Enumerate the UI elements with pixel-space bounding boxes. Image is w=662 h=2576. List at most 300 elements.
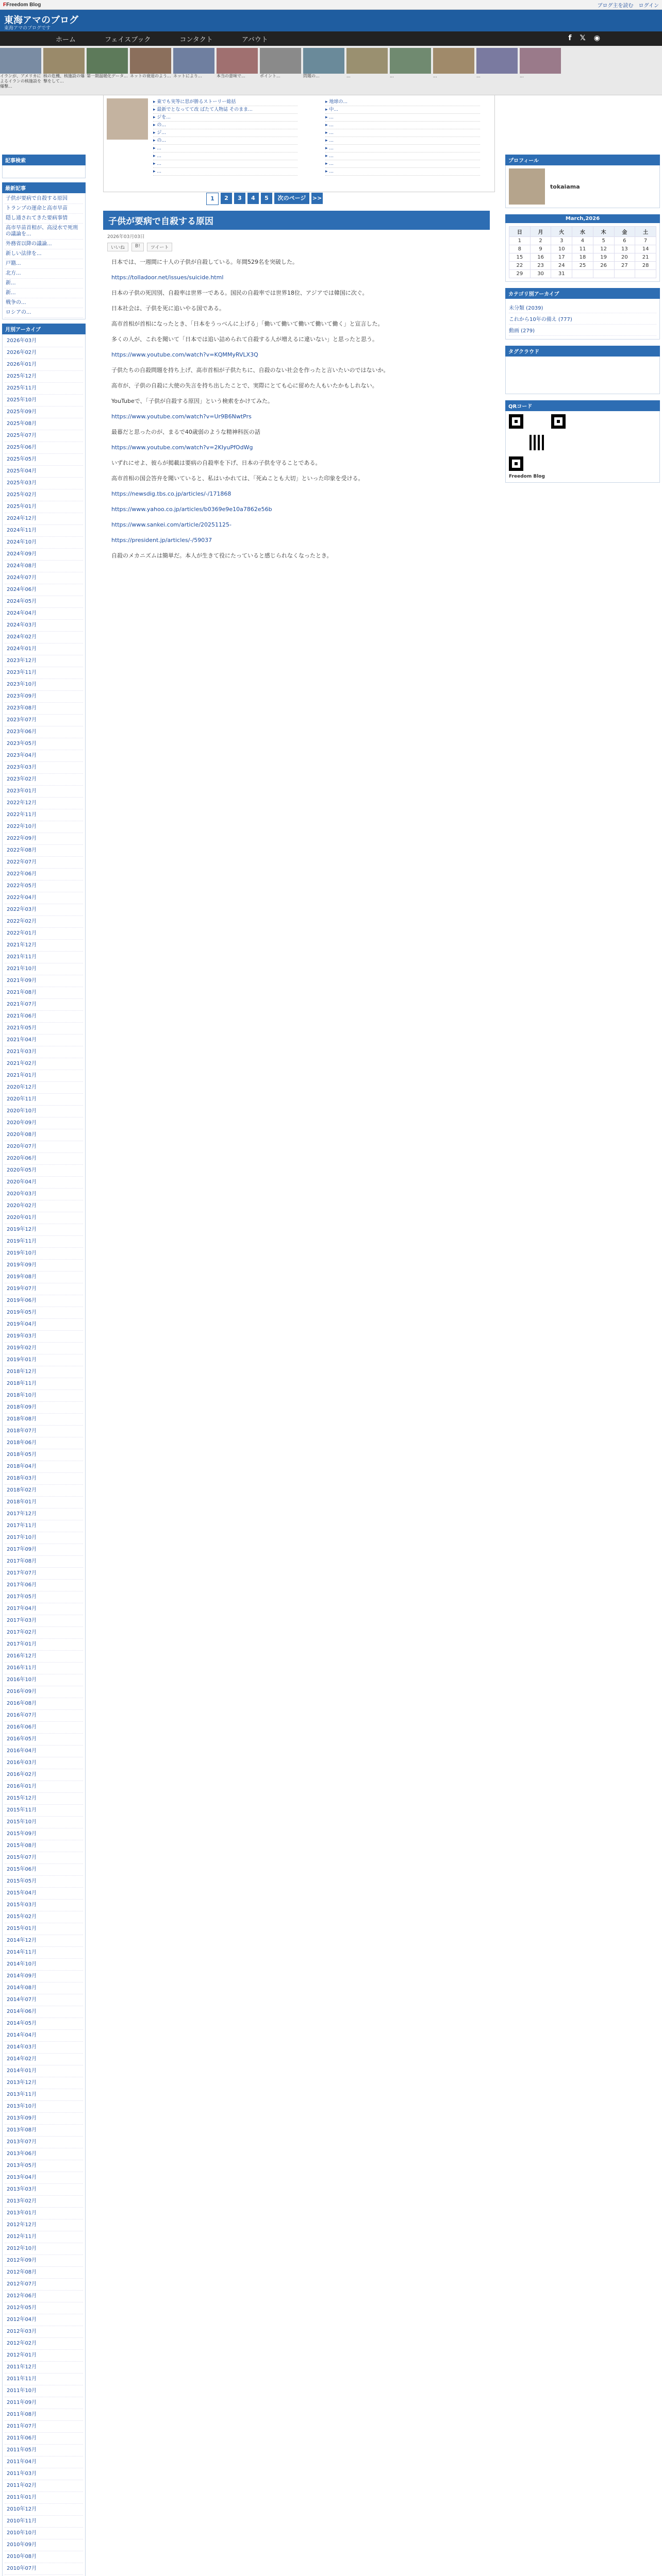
left-sidebar-link[interactable]: 新しい法律を... [5, 249, 83, 259]
left-sidebar-link[interactable]: 2013年12月 [5, 2077, 83, 2089]
left-sidebar-link[interactable]: 2014年01月 [5, 2065, 83, 2077]
calendar-day[interactable]: 19 [593, 253, 614, 262]
left-sidebar-link[interactable]: 2023年03月 [5, 762, 83, 774]
left-sidebar-link[interactable]: 2013年02月 [5, 2196, 83, 2208]
left-sidebar-link[interactable]: 2013年06月 [5, 2148, 83, 2160]
left-sidebar-link[interactable]: 2015年01月 [5, 1923, 83, 1935]
left-sidebar-link[interactable]: 2022年12月 [5, 798, 83, 809]
left-sidebar-link[interactable]: 2022年05月 [5, 880, 83, 892]
popular-article-link[interactable]: ▸ ... [325, 168, 480, 176]
left-sidebar-link[interactable]: 2018年09月 [5, 1402, 83, 1414]
popular-article-link[interactable]: ▸ ... [153, 168, 297, 176]
like-button[interactable]: いいね [107, 243, 128, 251]
left-sidebar-link[interactable]: 2024年10月 [5, 537, 83, 549]
left-sidebar-link[interactable]: 2010年10月 [5, 2528, 83, 2539]
left-sidebar-link[interactable]: 2017年01月 [5, 1639, 83, 1651]
article-link[interactable]: https://www.youtube.com/watch?v=KQMMyRVLX3Q [111, 351, 258, 358]
left-sidebar-link[interactable]: 2023年12月 [5, 655, 83, 667]
left-sidebar-link[interactable]: 2014年07月 [5, 1994, 83, 2006]
left-sidebar-link[interactable]: 2017年06月 [5, 1580, 83, 1591]
left-sidebar-link[interactable]: 2018年02月 [5, 1485, 83, 1497]
left-sidebar-link[interactable]: 2017年11月 [5, 1520, 83, 1532]
left-sidebar-link[interactable]: 2018年04月 [5, 1461, 83, 1473]
left-sidebar-link[interactable]: 2017年10月 [5, 1532, 83, 1544]
calendar-day[interactable]: 9 [530, 245, 551, 253]
left-sidebar-link[interactable]: 2012年07月 [5, 2279, 83, 2291]
left-sidebar-link[interactable]: 2024年04月 [5, 608, 83, 620]
calendar-day[interactable]: 3 [551, 237, 572, 245]
popular-article-link[interactable]: ▸ ... [325, 152, 480, 160]
calendar-day[interactable]: 30 [530, 270, 551, 278]
left-sidebar-link[interactable]: 2026年01月 [5, 359, 83, 371]
calendar-day[interactable]: 12 [593, 245, 614, 253]
left-sidebar-link[interactable]: 2014年09月 [5, 1971, 83, 1982]
popular-article-link[interactable]: ▸ ... [153, 145, 297, 152]
banner-thumb[interactable]: ネットの衰退のよう... [130, 48, 171, 84]
calendar-day[interactable]: 23 [530, 262, 551, 270]
calendar-day[interactable]: 16 [530, 253, 551, 262]
left-sidebar-link[interactable]: 2019年06月 [5, 1295, 83, 1307]
last-page-button[interactable]: >> [311, 193, 323, 204]
left-sidebar-link[interactable]: 2021年01月 [5, 1070, 83, 1082]
left-sidebar-link[interactable]: 2011年01月 [5, 2492, 83, 2504]
next-page-button[interactable]: 次のページ [274, 193, 309, 204]
left-sidebar-link[interactable]: 2018年10月 [5, 1390, 83, 1402]
page-4[interactable]: 4 [247, 193, 259, 204]
left-sidebar-link[interactable]: 2025年02月 [5, 489, 83, 501]
nav-home[interactable]: ホーム [56, 35, 76, 43]
left-sidebar-link[interactable]: 2023年05月 [5, 738, 83, 750]
left-sidebar-link[interactable]: 2015年10月 [5, 1817, 83, 1828]
article-link[interactable]: https://www.youtube.com/watch?v=Ur9B6NwtPrs [111, 413, 252, 420]
left-sidebar-link[interactable]: 隠し通されてきた要病事情 [5, 214, 83, 224]
left-sidebar-link[interactable]: 2020年01月 [5, 1212, 83, 1224]
calendar-day[interactable]: 5 [593, 237, 614, 245]
left-sidebar-link[interactable]: 2023年10月 [5, 679, 83, 691]
left-sidebar-link[interactable]: 2014年06月 [5, 2006, 83, 2018]
calendar-day[interactable]: 13 [614, 245, 635, 253]
popular-article-link[interactable]: ▸ ... [325, 137, 480, 145]
left-sidebar-link[interactable]: 2020年03月 [5, 1189, 83, 1200]
left-sidebar-link[interactable]: 2026年02月 [5, 347, 83, 359]
left-sidebar-link[interactable]: 2016年05月 [5, 1734, 83, 1745]
left-sidebar-link[interactable]: 2025年12月 [5, 371, 83, 383]
popular-article-link[interactable]: ▸ 東でも実等に思が勝るストーリー総括 [153, 98, 297, 106]
left-sidebar-link[interactable]: 2025年05月 [5, 454, 83, 466]
left-sidebar-link[interactable]: 2019年07月 [5, 1283, 83, 1295]
left-sidebar-link[interactable]: 2019年04月 [5, 1319, 83, 1331]
left-sidebar-link[interactable]: 2021年03月 [5, 1046, 83, 1058]
article-link[interactable]: https://tolladoor.net/issues/suicide.html [111, 274, 224, 281]
left-sidebar-link[interactable]: 2025年08月 [5, 418, 83, 430]
left-sidebar-link[interactable]: 2011年02月 [5, 2480, 83, 2492]
calendar-day[interactable]: 24 [551, 262, 572, 270]
left-sidebar-link[interactable]: 2017年05月 [5, 1591, 83, 1603]
banner-thumb[interactable]: ... [346, 48, 388, 84]
left-sidebar-link[interactable]: 2013年09月 [5, 2113, 83, 2125]
banner-thumb[interactable]: ... [476, 48, 518, 84]
left-sidebar-link[interactable]: 2015年05月 [5, 1876, 83, 1888]
left-sidebar-link[interactable]: 2017年02月 [5, 1627, 83, 1639]
banner-thumb[interactable]: ... [433, 48, 474, 84]
left-sidebar-link[interactable]: 2019年12月 [5, 1224, 83, 1236]
left-sidebar-link[interactable]: 新... [5, 289, 83, 298]
left-sidebar-link[interactable]: 2017年07月 [5, 1568, 83, 1580]
left-sidebar-link[interactable]: 2018年06月 [5, 1437, 83, 1449]
left-sidebar-link[interactable]: 2022年10月 [5, 821, 83, 833]
popular-article-link[interactable]: ▸ ... [153, 152, 297, 160]
left-sidebar-link[interactable]: 2011年04月 [5, 2456, 83, 2468]
left-sidebar-link[interactable]: 2015年11月 [5, 1805, 83, 1817]
left-sidebar-link[interactable]: 2016年09月 [5, 1686, 83, 1698]
left-sidebar-link[interactable]: 2014年02月 [5, 2054, 83, 2065]
left-sidebar-link[interactable]: 外務省以降の議論... [5, 240, 83, 249]
left-sidebar-link[interactable]: 2013年07月 [5, 2137, 83, 2148]
left-sidebar-link[interactable]: 2016年08月 [5, 1698, 83, 1710]
popular-article-link[interactable]: ▸ ... [325, 160, 480, 168]
nav-contact[interactable]: コンタクト [179, 35, 213, 43]
popular-article-link[interactable]: ▸ 中... [325, 106, 480, 114]
left-sidebar-link[interactable]: 2022年08月 [5, 845, 83, 857]
left-sidebar-link[interactable]: 2013年01月 [5, 2208, 83, 2219]
left-sidebar-link[interactable]: 2020年09月 [5, 1117, 83, 1129]
category-link[interactable]: 動画 (279) [509, 325, 656, 336]
left-sidebar-link[interactable]: 2011年05月 [5, 2445, 83, 2456]
left-sidebar-link[interactable]: 2016年12月 [5, 1651, 83, 1663]
left-sidebar-link[interactable]: 2016年01月 [5, 1781, 83, 1793]
calendar-day[interactable]: 21 [635, 253, 656, 262]
nav-about[interactable]: アバウト [241, 35, 268, 43]
left-sidebar-link[interactable]: 2017年09月 [5, 1544, 83, 1556]
left-sidebar-link[interactable]: 2021年07月 [5, 999, 83, 1011]
freedom-link-login[interactable]: ログイン [638, 3, 659, 9]
popular-article-link[interactable]: ▸ の... [153, 122, 297, 129]
left-sidebar-link[interactable]: 2012年06月 [5, 2291, 83, 2302]
left-sidebar-link[interactable]: 2011年06月 [5, 2433, 83, 2445]
left-sidebar-link[interactable]: 2014年11月 [5, 1947, 83, 1959]
banner-thumb[interactable]: 問題の... [303, 48, 344, 84]
left-sidebar-link[interactable]: 2017年03月 [5, 1615, 83, 1627]
left-sidebar-link[interactable]: 2023年11月 [5, 667, 83, 679]
banner-thumb[interactable]: イランが、アメリカによるイランの核施設を爆撃... [0, 48, 41, 84]
banner-thumb[interactable]: 第一期温暖化データ... [87, 48, 128, 84]
left-sidebar-link[interactable]: 2024年05月 [5, 596, 83, 608]
left-sidebar-link[interactable]: 2011年08月 [5, 2409, 83, 2421]
left-sidebar-link[interactable]: 2024年08月 [5, 561, 83, 572]
left-sidebar-link[interactable]: 2018年08月 [5, 1414, 83, 1426]
banner-thumb[interactable]: ネットにより... [173, 48, 214, 84]
popular-article-link[interactable]: ▸ の... [153, 137, 297, 145]
left-sidebar-link[interactable]: 2014年10月 [5, 1959, 83, 1971]
left-sidebar-link[interactable]: 2011年07月 [5, 2421, 83, 2433]
article-link[interactable]: https://www.yahoo.co.jp/articles/b0369e9e10a7862e56b [111, 506, 272, 513]
left-sidebar-link[interactable]: 2020年05月 [5, 1165, 83, 1177]
left-sidebar-link[interactable]: 2011年10月 [5, 2385, 83, 2397]
left-sidebar-link[interactable]: 2015年03月 [5, 1900, 83, 1911]
left-sidebar-link[interactable]: 2024年01月 [5, 643, 83, 655]
left-sidebar-link[interactable]: 2019年09月 [5, 1260, 83, 1272]
calendar-day[interactable]: 2 [530, 237, 551, 245]
left-sidebar-link[interactable]: 2024年07月 [5, 572, 83, 584]
freedom-footer-logo[interactable]: Freedom Blog [509, 474, 545, 479]
left-sidebar-link[interactable]: 2024年12月 [5, 513, 83, 525]
calendar-day[interactable]: 25 [572, 262, 593, 270]
blog-title[interactable]: 東海アマのブログ [4, 15, 78, 25]
left-sidebar-link[interactable]: 2025年11月 [5, 383, 83, 395]
calendar-day[interactable]: 14 [635, 245, 656, 253]
left-sidebar-link[interactable]: 2020年07月 [5, 1141, 83, 1153]
left-sidebar-link[interactable]: 2013年04月 [5, 2172, 83, 2184]
left-sidebar-link[interactable]: 2021年12月 [5, 940, 83, 952]
left-sidebar-link[interactable]: トランプの運命と高市早苗 [5, 204, 83, 214]
rss-icon[interactable]: ◉ [593, 34, 600, 42]
left-sidebar-link[interactable]: 2017年08月 [5, 1556, 83, 1568]
left-sidebar-link[interactable]: 2010年11月 [5, 2516, 83, 2528]
left-sidebar-link[interactable]: 2012年01月 [5, 2350, 83, 2362]
left-sidebar-link[interactable]: 2025年09月 [5, 406, 83, 418]
left-sidebar-link[interactable]: 2019年11月 [5, 1236, 83, 1248]
left-sidebar-link[interactable]: 2024年03月 [5, 620, 83, 632]
left-sidebar-link[interactable]: 2017年04月 [5, 1603, 83, 1615]
banner-thumb[interactable]: ... [520, 48, 561, 84]
calendar-day[interactable]: 18 [572, 253, 593, 262]
popular-article-link[interactable]: ▸ ... [325, 145, 480, 152]
page-2[interactable]: 2 [221, 193, 232, 204]
calendar-day[interactable]: 11 [572, 245, 593, 253]
left-sidebar-link[interactable]: 2015年09月 [5, 1828, 83, 1840]
left-sidebar-link[interactable]: 戸籍... [5, 259, 83, 269]
left-sidebar-link[interactable]: 2013年11月 [5, 2089, 83, 2101]
banner-thumb[interactable]: 本当の意味で... [217, 48, 258, 84]
calendar-day[interactable]: 15 [509, 253, 531, 262]
left-sidebar-link[interactable]: 2013年10月 [5, 2101, 83, 2113]
calendar-day[interactable]: 17 [551, 253, 572, 262]
left-sidebar-link[interactable]: 2016年02月 [5, 1769, 83, 1781]
calendar-day[interactable]: 28 [635, 262, 656, 270]
left-sidebar-link[interactable]: 2020年06月 [5, 1153, 83, 1165]
popular-article-link[interactable]: ▸ 地球の... [325, 98, 480, 106]
left-sidebar-link[interactable]: 2018年05月 [5, 1449, 83, 1461]
calendar-day[interactable]: 7 [635, 237, 656, 245]
x-icon[interactable]: 𝕏 [580, 34, 586, 42]
banner-thumb[interactable]: ポイント... [260, 48, 301, 84]
left-sidebar-link[interactable]: 2023年09月 [5, 691, 83, 703]
calendar-day[interactable]: 20 [614, 253, 635, 262]
left-sidebar-link[interactable]: 2022年02月 [5, 916, 83, 928]
article-link[interactable]: https://www.youtube.com/watch?v=2KIyuPfOdWg [111, 444, 253, 451]
left-sidebar-link[interactable]: 2011年12月 [5, 2362, 83, 2374]
left-sidebar-link[interactable]: 2018年11月 [5, 1378, 83, 1390]
left-sidebar-link[interactable]: 2020年11月 [5, 1094, 83, 1106]
left-sidebar-link[interactable]: 2015年02月 [5, 1911, 83, 1923]
left-sidebar-link[interactable]: 2020年02月 [5, 1200, 83, 1212]
left-sidebar-link[interactable]: 2012年08月 [5, 2267, 83, 2279]
popular-article-link[interactable]: ▸ ... [325, 114, 480, 122]
left-sidebar-link[interactable]: 子供が要病で自殺する原因 [5, 194, 83, 204]
left-sidebar-link[interactable]: 2020年08月 [5, 1129, 83, 1141]
left-sidebar-link[interactable]: 2021年08月 [5, 987, 83, 999]
left-sidebar-link[interactable]: 2019年03月 [5, 1331, 83, 1343]
left-sidebar-link[interactable]: 2022年09月 [5, 833, 83, 845]
left-sidebar-link[interactable]: 高市早苗首相が、高浸水で死刑の議論を... [5, 224, 83, 240]
popular-article-link[interactable]: ▸ 最新でとなってて改 ばたて人物誌 そのまま... [153, 106, 297, 114]
left-sidebar-link[interactable]: 2022年07月 [5, 857, 83, 869]
calendar-day[interactable]: 4 [572, 237, 593, 245]
left-sidebar-link[interactable]: 2021年10月 [5, 963, 83, 975]
left-sidebar-link[interactable]: 2011年11月 [5, 2374, 83, 2385]
page-5[interactable]: 5 [261, 193, 272, 204]
left-sidebar-link[interactable]: 2025年07月 [5, 430, 83, 442]
popular-article-link[interactable]: ▸ ... [325, 122, 480, 129]
banner-thumb[interactable]: 核の危機、核施設の爆撃をして... [43, 48, 85, 84]
left-sidebar-link[interactable]: 2019年05月 [5, 1307, 83, 1319]
left-sidebar-link[interactable]: 2014年12月 [5, 1935, 83, 1947]
left-sidebar-link[interactable]: 2024年06月 [5, 584, 83, 596]
left-sidebar-link[interactable]: 2021年02月 [5, 1058, 83, 1070]
left-sidebar-link[interactable]: 2023年06月 [5, 726, 83, 738]
left-sidebar-link[interactable]: 2021年06月 [5, 1011, 83, 1023]
left-sidebar-link[interactable]: 2025年10月 [5, 395, 83, 406]
left-sidebar-link[interactable]: 2022年04月 [5, 892, 83, 904]
article-link[interactable]: https://www.sankei.com/article/20251125- [111, 521, 232, 528]
left-sidebar-link[interactable]: 2019年02月 [5, 1343, 83, 1354]
calendar-day[interactable]: 22 [509, 262, 531, 270]
left-sidebar-link[interactable]: 2016年07月 [5, 1710, 83, 1722]
left-sidebar-link[interactable]: 2019年08月 [5, 1272, 83, 1283]
profile-name[interactable]: tokaiama [550, 183, 580, 190]
left-sidebar-link[interactable]: 2018年07月 [5, 1426, 83, 1437]
left-sidebar-link[interactable]: 2010年07月 [5, 2563, 83, 2575]
hatena-button[interactable]: B! [131, 243, 144, 251]
left-sidebar-link[interactable]: 2018年12月 [5, 1366, 83, 1378]
page-3[interactable]: 3 [234, 193, 245, 204]
freedom-logo[interactable]: FFreedom Blog [3, 2, 41, 8]
left-sidebar-link[interactable]: 2022年06月 [5, 869, 83, 880]
category-link[interactable]: 未分類 (2039) [509, 302, 656, 313]
left-sidebar-link[interactable]: 2015年12月 [5, 1793, 83, 1805]
article-link[interactable]: https://newsdig.tbs.co.jp/articles/-/171868 [111, 490, 231, 497]
left-sidebar-link[interactable]: 2020年10月 [5, 1106, 83, 1117]
left-sidebar-link[interactable]: 2013年05月 [5, 2160, 83, 2172]
page-1[interactable]: 1 [206, 193, 219, 205]
calendar-day[interactable]: 6 [614, 237, 635, 245]
banner-thumb[interactable]: ... [390, 48, 431, 84]
popular-article-link[interactable]: ▸ ジを... [153, 114, 297, 122]
calendar-day[interactable]: 29 [509, 270, 531, 278]
left-sidebar-link[interactable]: 2014年08月 [5, 1982, 83, 1994]
calendar-day[interactable]: 27 [614, 262, 635, 270]
left-sidebar-link[interactable]: 2021年09月 [5, 975, 83, 987]
left-sidebar-link[interactable]: 2019年10月 [5, 1248, 83, 1260]
left-sidebar-link[interactable]: 2022年01月 [5, 928, 83, 940]
left-sidebar-link[interactable]: 2013年03月 [5, 2184, 83, 2196]
calendar-day[interactable]: 26 [593, 262, 614, 270]
left-sidebar-link[interactable]: 2023年01月 [5, 786, 83, 798]
left-sidebar-link[interactable]: 2023年02月 [5, 774, 83, 786]
left-sidebar-link[interactable]: 2015年04月 [5, 1888, 83, 1900]
left-sidebar-link[interactable]: 2023年08月 [5, 703, 83, 715]
left-sidebar-link[interactable]: 2017年12月 [5, 1509, 83, 1520]
left-sidebar-link[interactable]: 2024年02月 [5, 632, 83, 643]
popular-article-link[interactable]: ▸ ジ... [153, 129, 297, 137]
left-sidebar-link[interactable]: 2022年11月 [5, 809, 83, 821]
left-sidebar-link[interactable]: 新... [5, 279, 83, 289]
left-sidebar-link[interactable]: 2023年04月 [5, 750, 83, 762]
left-sidebar-link[interactable]: 2025年01月 [5, 501, 83, 513]
left-sidebar-link[interactable]: 2023年07月 [5, 715, 83, 726]
article-title[interactable]: 子供が要病で自殺する原因 [103, 211, 490, 230]
left-sidebar-link[interactable]: 2014年05月 [5, 2018, 83, 2030]
left-sidebar-link[interactable]: 2020年12月 [5, 1082, 83, 1094]
left-sidebar-link[interactable]: 2025年03月 [5, 478, 83, 489]
left-sidebar-link[interactable]: 2024年09月 [5, 549, 83, 561]
category-link[interactable]: これから10年の備え (777) [509, 313, 656, 325]
left-sidebar-link[interactable]: 2024年11月 [5, 525, 83, 537]
left-sidebar-link[interactable]: 2011年03月 [5, 2468, 83, 2480]
left-sidebar-link[interactable]: 2021年11月 [5, 952, 83, 963]
left-sidebar-link[interactable]: 2012年11月 [5, 2231, 83, 2243]
calendar-day[interactable]: 8 [509, 245, 531, 253]
left-sidebar-link[interactable]: 2012年04月 [5, 2314, 83, 2326]
left-sidebar-link[interactable]: ロシアの... [5, 308, 83, 318]
left-sidebar-link[interactable]: 2026年03月 [5, 335, 83, 347]
left-sidebar-link[interactable]: 2010年08月 [5, 2551, 83, 2563]
left-sidebar-link[interactable]: 2012年09月 [5, 2255, 83, 2267]
article-link[interactable]: https://president.jp/articles/-/59037 [111, 537, 212, 544]
calendar-day[interactable]: 10 [551, 245, 572, 253]
left-sidebar-link[interactable]: 2016年10月 [5, 1674, 83, 1686]
left-sidebar-link[interactable]: 2015年06月 [5, 1864, 83, 1876]
left-sidebar-link[interactable]: 2010年09月 [5, 2539, 83, 2551]
left-sidebar-link[interactable]: 2016年04月 [5, 1745, 83, 1757]
left-sidebar-link[interactable]: 2014年03月 [5, 2042, 83, 2054]
left-sidebar-link[interactable]: 2018年03月 [5, 1473, 83, 1485]
left-sidebar-link[interactable]: 2012年05月 [5, 2302, 83, 2314]
left-sidebar-link[interactable]: 2012年12月 [5, 2219, 83, 2231]
left-sidebar-link[interactable]: 2012年02月 [5, 2338, 83, 2350]
left-sidebar-link[interactable]: 2015年07月 [5, 1852, 83, 1864]
left-sidebar-link[interactable]: 北方... [5, 269, 83, 279]
left-sidebar-link[interactable]: 2010年12月 [5, 2504, 83, 2516]
calendar-day[interactable]: 1 [509, 237, 531, 245]
left-sidebar-link[interactable]: 2016年06月 [5, 1722, 83, 1734]
popular-article-link[interactable]: ▸ ... [325, 129, 480, 137]
left-sidebar-link[interactable]: 2015年08月 [5, 1840, 83, 1852]
freedom-link-about[interactable]: ブログ主を読む [597, 3, 634, 9]
left-sidebar-link[interactable]: 2018年01月 [5, 1497, 83, 1509]
left-sidebar-link[interactable]: 2025年06月 [5, 442, 83, 454]
left-sidebar-link[interactable]: 2012年10月 [5, 2243, 83, 2255]
left-sidebar-link[interactable]: 2019年01月 [5, 1354, 83, 1366]
left-sidebar-link[interactable]: 2025年04月 [5, 466, 83, 478]
left-sidebar-link[interactable]: 2016年11月 [5, 1663, 83, 1674]
left-sidebar-link[interactable]: 2014年04月 [5, 2030, 83, 2042]
facebook-icon[interactable]: f [568, 34, 572, 42]
left-sidebar-link[interactable]: 2016年03月 [5, 1757, 83, 1769]
left-sidebar-link[interactable]: 2013年08月 [5, 2125, 83, 2137]
calendar-day[interactable]: 31 [551, 270, 572, 278]
left-sidebar-link[interactable]: 2011年09月 [5, 2397, 83, 2409]
popular-article-link[interactable]: ▸ ... [153, 160, 297, 168]
left-sidebar-link[interactable]: 2021年05月 [5, 1023, 83, 1035]
left-sidebar-link[interactable]: 2020年04月 [5, 1177, 83, 1189]
left-sidebar-link[interactable]: 2021年04月 [5, 1035, 83, 1046]
left-sidebar-link[interactable]: 戦争の... [5, 298, 83, 308]
tweet-button[interactable]: ツイート [147, 243, 173, 251]
left-sidebar-link[interactable]: 2022年03月 [5, 904, 83, 916]
nav-facebook[interactable]: フェイスブック [105, 35, 151, 43]
left-sidebar-link[interactable]: 2012年03月 [5, 2326, 83, 2338]
